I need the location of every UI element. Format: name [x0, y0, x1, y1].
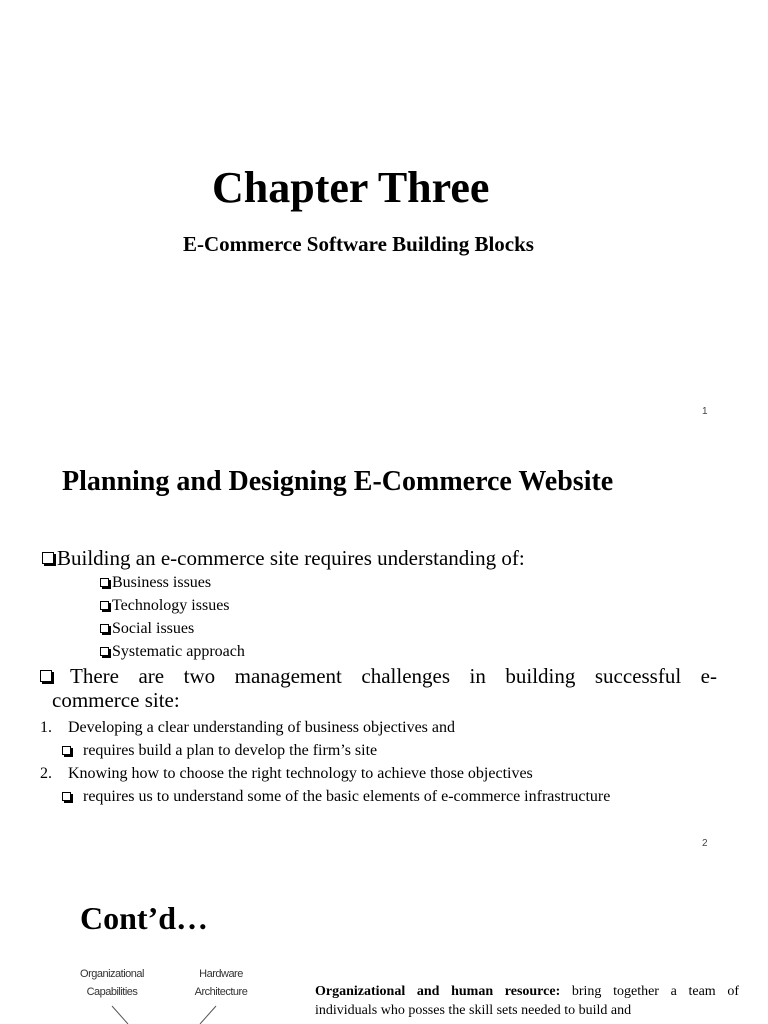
chapter-subtitle: E-Commerce Software Building Blocks: [183, 232, 534, 256]
checkbox-bullet-icon: [62, 792, 71, 801]
checkbox-bullet-icon: [100, 601, 109, 610]
slide-3: [0, 864, 768, 1024]
sub-bullet: [100, 595, 230, 617]
paragraph-line-1: [40, 664, 717, 688]
paragraph-term: Organizational and human resource:: [315, 984, 561, 999]
page-number: 1: [702, 406, 708, 417]
checkbox-bullet-icon: [100, 647, 109, 656]
checkbox-bullet-icon: [62, 746, 71, 755]
sub-bullet: [100, 618, 194, 640]
org-resource-paragraph: [315, 982, 739, 1020]
checkbox-bullet-icon: [100, 624, 109, 633]
numbered-item: [40, 763, 533, 785]
item-number: 2.: [40, 765, 52, 782]
sub-bullet-text: Social issues: [112, 620, 195, 637]
item-text: Knowing how to choose the right technology to achieve those objectives: [68, 765, 533, 782]
paragraph-text: There are two management challenges in building successful e-: [70, 664, 717, 688]
bullet-main: [42, 544, 525, 572]
item-number: 1.: [40, 719, 52, 736]
slide-title: Planning and Designing E-Commerce Website: [62, 466, 614, 497]
diagram-label-hardware: Hardware Architecture: [194, 968, 248, 998]
slide-1: [0, 0, 768, 432]
bullet-main-text: Building an e-commerce site requires understanding of:: [57, 546, 525, 570]
page-number: 2: [702, 838, 708, 849]
management-challenges-paragraph: [40, 664, 717, 712]
item-text: Developing a clear understanding of business objectives and: [68, 719, 455, 736]
sub-item-text: requires build a plan to develop the firm’s site: [83, 742, 378, 759]
chapter-title: Chapter Three: [212, 163, 490, 212]
sub-item-text: requires us to understand some of the basic elements of e-commerce infrastructure: [83, 788, 611, 805]
diagram-label-organizational: Organizational Capabilities: [80, 968, 144, 998]
numbered-sub-item: [62, 786, 610, 808]
sub-bullet: [100, 641, 245, 663]
paragraph-body: bring together a team of individuals who posses the skill sets needed to build and: [315, 984, 739, 1018]
slide-2: [0, 432, 768, 864]
diagram-connector-lines: [100, 1004, 240, 1024]
sub-bullet-text: Technology issues: [112, 597, 230, 614]
checkbox-bullet-icon: [42, 552, 54, 564]
checkbox-bullet-icon: [100, 578, 109, 587]
paragraph-line-2: commerce site:: [52, 688, 180, 712]
checkbox-bullet-icon: [40, 670, 52, 682]
sub-bullet: [100, 572, 211, 594]
numbered-item: [40, 717, 455, 739]
numbered-sub-item: [62, 740, 377, 762]
sub-bullet-text: Systematic approach: [112, 643, 245, 660]
sub-bullet-text: Business issues: [112, 574, 212, 591]
slide-title: Cont’d…: [80, 900, 209, 936]
